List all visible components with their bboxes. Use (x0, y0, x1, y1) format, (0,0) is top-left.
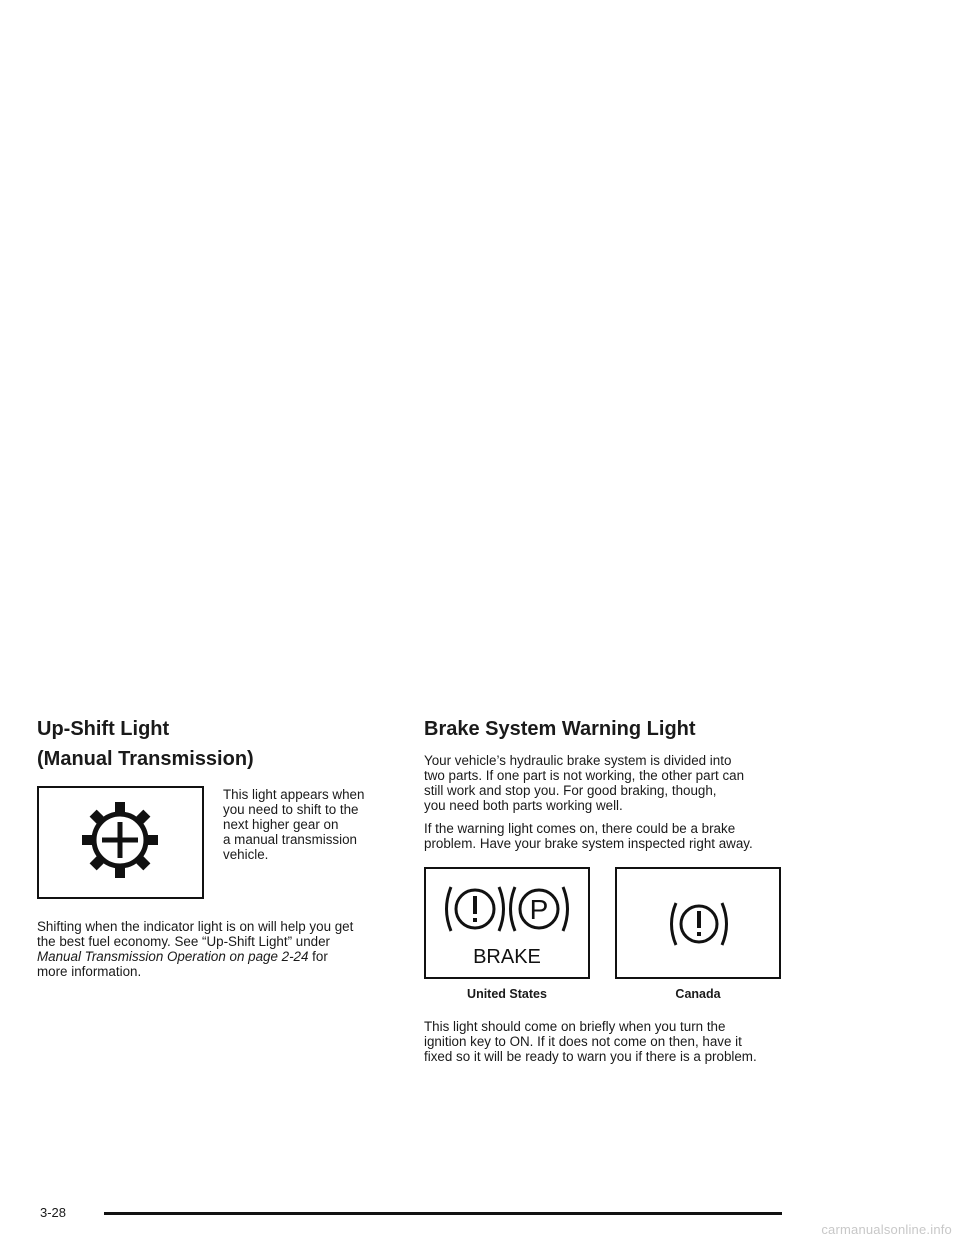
body-line: the best fuel economy. See “Up-Shift Light” under (37, 934, 331, 949)
para-line: Your vehicle’s hydraulic brake system is divided into (424, 753, 732, 768)
para-line: If the warning light comes on, there could be a brake (424, 821, 736, 836)
brake-warning-canada-icon (617, 869, 779, 977)
body-line: more information. (37, 964, 142, 979)
brake-label: BRAKE (473, 946, 541, 968)
up-shift-heading (37, 714, 254, 774)
brake-para-1 (424, 753, 744, 813)
side-text-line: vehicle. (223, 847, 269, 862)
brake-para-2 (424, 821, 753, 851)
brake-us-figure-box (424, 867, 590, 979)
side-text-line: a manual transmission (223, 832, 357, 847)
up-shift-body (37, 919, 353, 979)
para-line: still work and stop you. For good braking, though, (424, 783, 717, 798)
footer-rule (104, 1212, 782, 1215)
para-line: two parts. If one part is not working, the other part can (424, 768, 745, 783)
brake-warning-us-icon (426, 869, 588, 977)
page-number: 3-28 (40, 1205, 67, 1220)
svg-text:P: P (529, 894, 549, 925)
para-line: problem. Have your brake system inspected right away. (424, 836, 753, 851)
up-shift-heading-line2: (Manual Transmission) (37, 748, 254, 770)
brake-heading-text: Brake System Warning Light (424, 718, 696, 740)
brake-canada-figure-box (615, 867, 781, 979)
side-text-line: next higher gear on (223, 817, 339, 832)
up-shift-heading-line1: Up-Shift Light (37, 718, 170, 740)
up-shift-icon-box (37, 786, 204, 899)
up-shift-gear-icon (39, 788, 202, 897)
side-text-line: This light appears when (223, 787, 365, 802)
para-line: ignition key to ON. If it does not come on then, have it (424, 1034, 742, 1049)
watermark: carmanualsonline.info (821, 1222, 952, 1237)
brake-heading (424, 714, 696, 744)
caption-canada: Canada (675, 987, 721, 1001)
up-shift-side-text (223, 787, 364, 862)
caption-united-states: United States (467, 987, 547, 1001)
body-line-with-link (37, 949, 353, 964)
body-line: Shifting when the indicator light is on will help you get (37, 919, 354, 934)
para-line: This light should come on briefly when you turn the (424, 1019, 726, 1034)
para-line: fixed so it will be ready to warn you if there is a problem. (424, 1049, 757, 1064)
manual-transmission-link[interactable]: Manual Transmission Operation on page 2-24 (37, 949, 309, 964)
side-text-line: you need to shift to the (223, 802, 359, 817)
para-line: you need both parts working well. (424, 798, 623, 813)
brake-para-3 (424, 1019, 757, 1064)
body-after-link: for (312, 949, 328, 964)
